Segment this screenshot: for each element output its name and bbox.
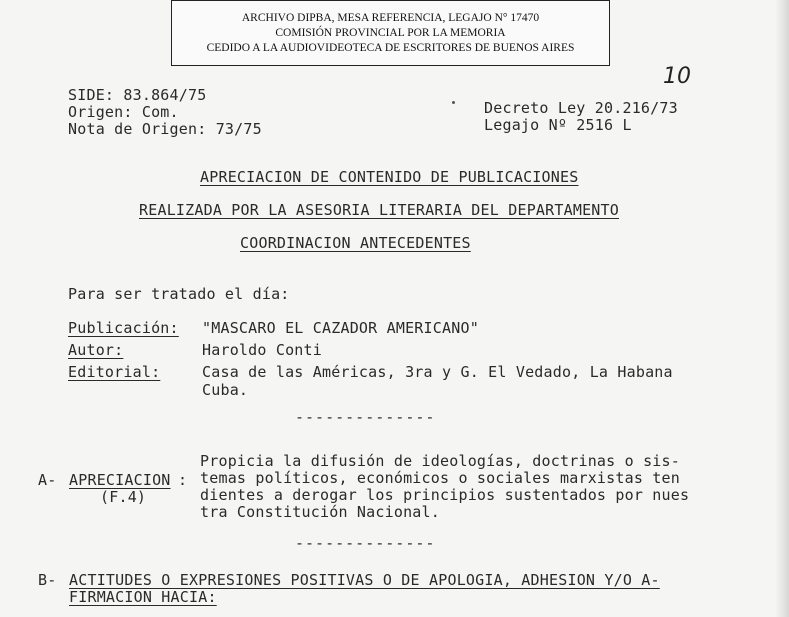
editorial-value-line-1: Casa de las Américas, 3ra y G. El Vedado, La Habana — [202, 363, 673, 381]
archive-stamp — [171, 0, 610, 66]
decreto-line: Decreto Ley 20.216/73 — [484, 99, 678, 117]
title-line-1: APRECIACION DE CONTENIDO DE PUBLICACIONES — [200, 168, 579, 186]
section-b-line-1: ACTITUDES O EXPRESIONES POSITIVAS O DE APOLOGIA, ADHESION Y/O A- — [69, 571, 660, 589]
title-line-3: COORDINACION ANTECEDENTES — [240, 234, 471, 252]
title-line-2: REALIZADA POR LA ASESORIA LITERARIA DEL DEPARTAMENTO — [139, 201, 619, 219]
section-a-colon: : — [178, 471, 188, 489]
legajo-line: Legajo Nº 2516 L — [484, 116, 632, 134]
stamp-line-1: ARCHIVO DIPBA, MESA REFERENCIA, LEGAJO N° 17470 — [241, 12, 540, 24]
stamp-line-3: CEDIDO A LA AUDIOVIDEOTECA DE ESCRITORES DE BUENOS AIRES — [206, 42, 575, 54]
stamp-line-2: COMISIÓN PROVINCIAL POR LA MEMORIA — [275, 27, 506, 39]
section-a-text-line-3: dientes a derogar los principios sustentados por nues — [200, 486, 690, 504]
publicacion-label: Publicación: — [68, 319, 179, 337]
section-b-line-2: FIRMACION HACIA: — [69, 588, 217, 606]
side-reference: SIDE: 83.864/75 — [68, 86, 207, 104]
section-a-text-line-4: tra Constitución Nacional. — [200, 503, 440, 521]
section-a-text-line-1: Propicia la difusión de ideologías, doctrinas o sis- — [200, 452, 680, 470]
section-a-label: APRECIACION — [69, 471, 171, 489]
page-edge-shadow — [775, 0, 789, 617]
section-a-text-line-2: temas políticos, económicos o sociales marxistas ten — [200, 469, 680, 487]
editorial-value-line-2: Cuba. — [202, 381, 249, 399]
autor-value: Haroldo Conti — [202, 341, 322, 359]
ink-dot — [452, 101, 455, 104]
editorial-label: Editorial: — [68, 363, 161, 381]
section-a-sublabel: (F.4) — [100, 488, 147, 506]
separator-1: -------------- — [295, 408, 436, 426]
section-a-prefix: A- — [38, 471, 57, 489]
section-b-prefix: B- — [38, 571, 57, 589]
para-tratar-line: Para ser tratado el día: — [68, 285, 290, 303]
autor-label: Autor: — [68, 341, 124, 359]
origen-line: Origen: Com. — [68, 103, 179, 121]
separator-2: -------------- — [295, 534, 436, 552]
folio-number: 10 — [663, 64, 691, 89]
nota-origen-line: Nota de Origen: 73/75 — [68, 120, 262, 138]
publicacion-value: "MASCARO EL CAZADOR AMERICANO" — [202, 319, 479, 337]
